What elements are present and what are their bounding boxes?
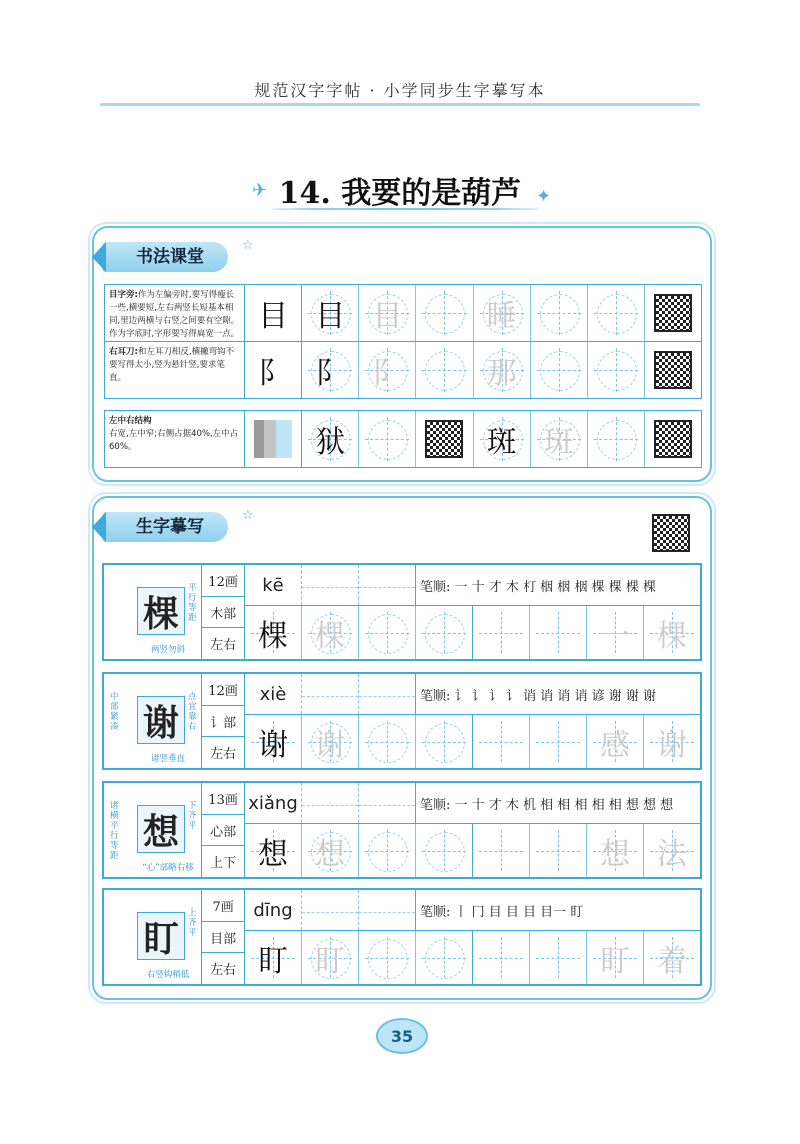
radical: 讠部 (202, 706, 244, 738)
pinyin-blank[interactable] (359, 783, 416, 823)
character-entry (102, 563, 702, 661)
pinyin-blank[interactable] (302, 890, 359, 930)
writing-tip: 诸竖垂直 (150, 754, 185, 764)
practice-cell[interactable] (474, 342, 531, 398)
character-model (104, 674, 202, 768)
qr-code-icon[interactable] (654, 420, 692, 458)
pinyin-blank[interactable] (359, 890, 416, 930)
structure: 上下 (210, 856, 237, 872)
structure: 左右 (210, 638, 237, 654)
practice-cell[interactable] (302, 715, 359, 768)
model-cell (245, 285, 302, 341)
practice-area (245, 565, 700, 659)
ghost-char: 那 (486, 356, 517, 391)
structure-diagram-icon (254, 420, 292, 458)
practice-cell[interactable] (302, 411, 359, 467)
radical: 心部 (202, 815, 244, 847)
pinyin-blank[interactable] (302, 674, 359, 714)
practice-cell[interactable] (416, 342, 473, 398)
writing-tip: 诸横平行等距 (110, 801, 119, 861)
pinyin-blank[interactable] (302, 565, 359, 605)
practice-cell[interactable] (359, 285, 416, 341)
word-cell[interactable] (644, 715, 700, 768)
character-entry (102, 672, 702, 770)
calligraphy-row (104, 341, 702, 399)
practice-cell[interactable] (530, 715, 587, 768)
character-entry (102, 888, 702, 986)
calligraphy-row (104, 284, 702, 342)
calligraphy-panel (92, 226, 712, 482)
trace-char: 盯 (258, 943, 288, 979)
label-arrow-icon (92, 512, 106, 542)
pinyin: xiǎng (245, 783, 302, 823)
practice-cell[interactable] (474, 411, 531, 467)
practice-cell[interactable] (473, 715, 530, 768)
stroke-order: 笔顺: 一 十 才 木 朾 栶 栶 栶 棵 棵 棵 棵 (420, 579, 656, 595)
practice-cell[interactable] (588, 411, 645, 467)
star-icon: ☆ (242, 238, 254, 253)
writing-tip: 上齐平 (188, 908, 197, 938)
practice-cell[interactable] (473, 824, 530, 877)
practice-cell[interactable] (416, 715, 473, 768)
word-char: 棵 (657, 618, 687, 654)
fish-icon: ✈ (252, 180, 268, 201)
trace-char: 棵 (258, 618, 288, 654)
character-model (104, 890, 202, 984)
practice-cell[interactable] (416, 606, 473, 659)
stroke-order: 笔顺: 一 十 才 木 机 相 相 相 相 相 想 想 想 (420, 797, 674, 813)
qr-cell[interactable] (645, 285, 701, 341)
practice-cell[interactable] (302, 285, 359, 341)
practice-cell[interactable] (359, 931, 416, 984)
qr-cell[interactable] (645, 411, 701, 467)
radical: 木部 (202, 597, 244, 629)
model-character: 棵 (137, 587, 185, 635)
ghost-char: 棵 (315, 618, 345, 654)
writing-tip: 中部紧凑 (110, 692, 119, 732)
model-char: 阝 (258, 356, 289, 391)
model-char: 目 (258, 299, 289, 334)
model-cell (245, 342, 302, 398)
practice-area (245, 783, 700, 877)
ghost-char: 想 (315, 836, 345, 872)
stroke-count: 13画 (202, 783, 244, 815)
title-underline (270, 208, 540, 210)
word-cell[interactable] (644, 824, 700, 877)
model-character: 想 (137, 805, 185, 853)
writing-tip: “心”部略右移 (142, 863, 194, 873)
stroke-order: 笔顺: 讠 讠 讠 讠 诮 诮 诮 诮 谚 谢 谢 谢 (420, 688, 656, 704)
radical: 目部 (202, 922, 244, 954)
row-desc-text: 和左耳刀相反,横撇弯钩不要写得太小,竖为悬针竖,要求笔直。 (109, 347, 235, 383)
trace-char: 斑 (486, 425, 517, 460)
practice-cell[interactable] (302, 606, 359, 659)
practice-cell[interactable] (530, 931, 587, 984)
practice-cell[interactable] (302, 824, 359, 877)
practice-cell[interactable] (473, 931, 530, 984)
writing-tip: 平行等距 (188, 583, 197, 623)
trace-char: 谢 (258, 727, 288, 763)
word-cell[interactable] (587, 931, 644, 984)
trace-cell[interactable] (245, 824, 302, 877)
word-char: 盯 (600, 943, 630, 979)
lesson-title: 14. 我要的是葫芦 (278, 176, 522, 211)
structure: 左右 (210, 963, 237, 979)
stroke-count: 12画 (202, 565, 244, 597)
star-icon: ☆ (242, 508, 254, 523)
structure: 左右 (210, 747, 237, 763)
ghost-char: 阝 (372, 356, 403, 391)
word-cell[interactable] (587, 606, 644, 659)
qr-code-icon[interactable] (654, 294, 692, 332)
row-description (105, 342, 245, 398)
practice-cell[interactable] (359, 715, 416, 768)
practice-cell[interactable] (531, 285, 588, 341)
practice-cell[interactable] (359, 824, 416, 877)
ghost-char: 谢 (315, 727, 345, 763)
trace-cell[interactable] (245, 931, 302, 984)
word-char: 着 (657, 943, 687, 979)
writing-label (102, 512, 228, 542)
calligraphy-label (102, 242, 228, 272)
word-cell[interactable] (644, 931, 700, 984)
model-character: 谢 (137, 696, 185, 744)
calligraphy-row (104, 410, 702, 468)
character-entry (102, 781, 702, 879)
pinyin: dīng (245, 890, 302, 930)
practice-cell[interactable] (531, 411, 588, 467)
pinyin-blank[interactable] (302, 783, 359, 823)
practice-cell[interactable] (416, 824, 473, 877)
trace-cell[interactable] (245, 606, 302, 659)
trace-cell[interactable] (245, 715, 302, 768)
practice-cell[interactable] (530, 606, 587, 659)
qr-cell[interactable] (416, 411, 473, 467)
row-desc-text: 作为左偏旁时,要写得瘦长一些,横要短,左右两竖长短基本相同,里边两横与右竖之间要有空隙。作为字底时,字形要写得扁宽一点。 (109, 290, 240, 339)
stroke-order: 笔顺: 丨 冂 目 目 目 目一 盯 (420, 904, 584, 920)
page-number: 35 (376, 1018, 428, 1054)
stroke-count: 7画 (202, 890, 244, 922)
practice-cell[interactable] (530, 824, 587, 877)
word-char: 一 (600, 618, 630, 654)
qr-code-icon[interactable] (425, 420, 463, 458)
row-name: 左中右结构 (109, 416, 152, 426)
row-description (105, 411, 245, 467)
word-cell[interactable] (644, 606, 700, 659)
trace-char: 阝 (315, 356, 346, 391)
practice-area (245, 890, 700, 984)
page-header: 规范汉字字帖 · 小学同步生字摹写本 (254, 81, 546, 100)
writing-qr[interactable] (652, 514, 690, 552)
pinyin: kē (245, 565, 302, 605)
word-char: 感 (600, 727, 630, 763)
pinyin: xiè (245, 674, 302, 714)
writing-tip: 点宜靠右 (188, 692, 197, 732)
trace-char: 想 (258, 836, 288, 872)
qr-cell[interactable] (645, 342, 701, 398)
row-description (105, 285, 245, 341)
pinyin-blank[interactable] (359, 674, 416, 714)
structure-diagram-cell (245, 411, 302, 467)
practice-cell[interactable] (416, 931, 473, 984)
word-char: 想 (600, 836, 630, 872)
stroke-count: 12画 (202, 674, 244, 706)
practice-cell[interactable] (359, 342, 416, 398)
character-model (104, 783, 202, 877)
trace-char: 狱 (315, 425, 346, 460)
word-char: 法 (657, 836, 687, 872)
practice-cell[interactable] (588, 285, 645, 341)
calligraphy-label-text: 书法课堂 (136, 247, 204, 267)
practice-cell[interactable] (359, 411, 416, 467)
model-character: 盯 (137, 912, 185, 960)
practice-cell[interactable] (588, 342, 645, 398)
ghost-char: 斑 (543, 425, 574, 460)
writing-tip: 右竖钩稍低 (146, 970, 190, 980)
practice-cell[interactable] (531, 342, 588, 398)
ghost-char: 睡 (486, 299, 517, 334)
row-name: 右耳刀: (109, 347, 138, 357)
trace-char: 目 (315, 299, 346, 334)
writing-label-text: 生字摹写 (136, 517, 204, 537)
character-model (104, 565, 202, 659)
header-divider (100, 103, 700, 106)
practice-cell[interactable] (302, 342, 359, 398)
label-arrow-icon (92, 242, 106, 272)
practice-cell[interactable] (302, 931, 359, 984)
practice-cell[interactable] (474, 285, 531, 341)
word-cell[interactable] (587, 824, 644, 877)
qr-code-icon[interactable] (654, 351, 692, 389)
word-char: 谢 (657, 727, 687, 763)
row-name: 目字旁: (109, 290, 138, 300)
writing-tip: 下齐平 (188, 801, 197, 831)
practice-cell[interactable] (359, 606, 416, 659)
practice-cell[interactable] (473, 606, 530, 659)
pinyin-blank[interactable] (359, 565, 416, 605)
row-desc-text: 右宽,左中窄;右侧占据40%,左中占60%。 (109, 429, 239, 452)
star-icon: ✦ (536, 186, 552, 207)
qr-code-icon[interactable] (652, 514, 690, 552)
practice-area (245, 674, 700, 768)
ghost-char: 目 (372, 299, 403, 334)
word-cell[interactable] (587, 715, 644, 768)
ghost-char: 盯 (315, 943, 345, 979)
writing-tip: 两竖勿斜 (150, 645, 185, 655)
practice-cell[interactable] (416, 285, 473, 341)
